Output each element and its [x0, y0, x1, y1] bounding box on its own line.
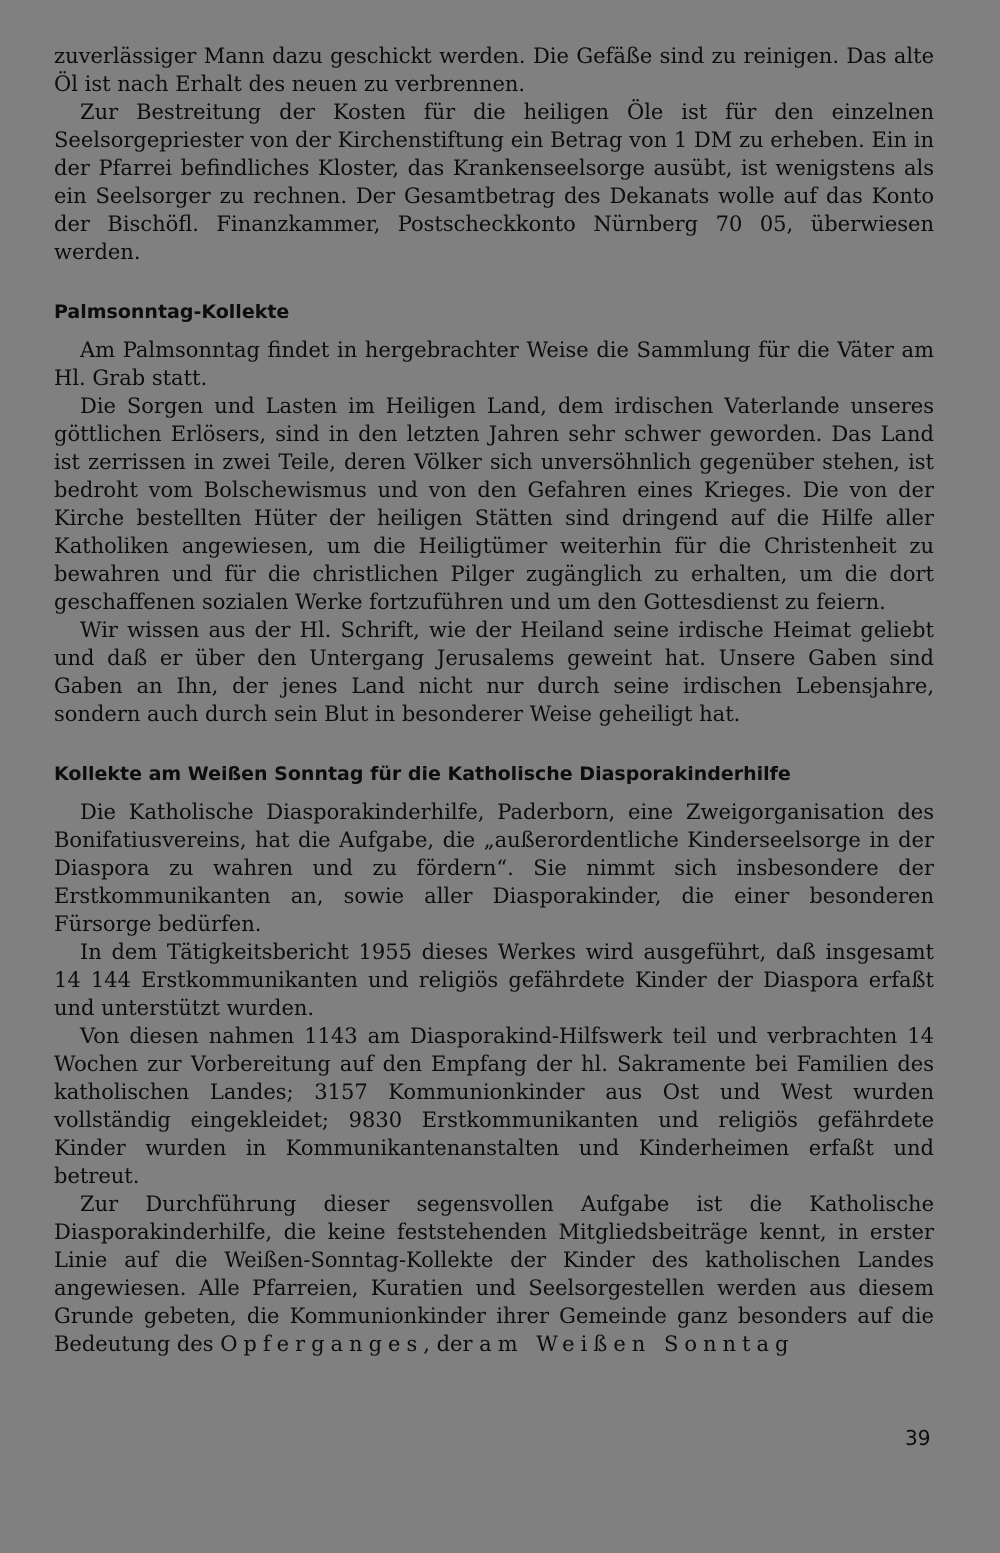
- palmsonntag-paragraph-3: Wir wissen aus der Hl. Schrift, wie der Heiland seine irdische Heimat geliebt und daß er über den Untergang Jerusalems geweint hat. Unsere Gaben sind Gaben an Ihn, der jenes Land nicht nur durch seine irdischen Lebensjahre, sondern auch durch sein Blut in besonderer Weise geheiligt hat.: [54, 618, 934, 726]
- intro-paragraph-2: Zur Bestreitung der Kosten für die heiligen Öle ist für den einzelnen Seelsorgepriester von der Kirchenstiftung ein Betrag von 1 DM zu erheben. Ein in der Pfarrei befindliches Kloster, das Krankenseelsorge ausübt, ist wenigstens als ein Seelsorger zu rechnen. Der Gesamtbetrag des Dekanats wolle auf das Konto der Bischöfl. Finanzkammer, Postscheckkonto Nürnberg 70 05, überwiesen werden.: [54, 100, 934, 264]
- section-palmsonntag: [54, 298, 934, 728]
- paragraph-text: , der: [423, 1332, 480, 1356]
- document-page: [54, 42, 934, 1358]
- page-number: 39: [905, 1426, 931, 1450]
- section-heading: Kollekte am Weißen Sonntag für die Katholische Diasporakinderhilfe: [54, 763, 791, 785]
- weisser-sonntag-paragraph-4: [54, 1190, 934, 1358]
- palmsonntag-paragraph-2: Die Sorgen und Lasten im Heiligen Land, dem irdischen Vaterlande unseres göttlichen Erlösers, sind in den letzten Jahren sehr schwer geworden. Das Land ist zerrissen in zwei Teile, deren Völker sich unversöhnlich gegenüber stehen, ist bedroht vom Bolschewismus und von den Gefahren eines Krieges. Die von der Kirche bestellten Hüter der heiligen Stätten sind dringend auf die Hilfe aller Katholiken angewiesen, um die Heiligtümer weiterhin für die Christenheit zu bewahren und für die christlichen Pilger zugänglich zu erhalten, um die dort geschaffenen sozialen Werke fortzuführen und um den Gottesdienst zu feiern.: [54, 394, 934, 614]
- weisser-sonntag-paragraph-3: Von diesen nahmen 1143 am Diasporakind-Hilfswerk teil und verbrachten 14 Wochen zur Vorbereitung auf den Empfang der hl. Sakramente bei Familien des katholischen Landes; 3157 Kommunionkinder aus Ost und West wurden vollständig eingekleidet; 9830 Erstkommunikanten und religiös gefährdete Kinder wurden in Kommunikantenanstalten und Kinderheimen erfaßt und betreut.: [54, 1024, 934, 1188]
- paragraph-text: Zur Durchführung dieser segensvollen Aufgabe ist die Katholische Diasporakinderhilfe, die keine feststehenden Mitgliedsbeiträge kennt, in erster Linie auf die Weißen-Sonntag-Kollekte der Kinder des katholischen Landes angewiesen. Alle Pfarreien, Kuratien und Seelsorgestellen werden aus diesem Grunde gebeten, die Kommunionkinder ihrer Gemeinde ganz besonders auf die Bedeutung des: [54, 1192, 934, 1356]
- section-weisser-sonntag: [54, 760, 934, 1358]
- emphasized-text: am Weißen Sonntag: [479, 1332, 795, 1356]
- section-heading: Palmsonntag-Kollekte: [54, 301, 290, 323]
- emphasized-text: Opferganges: [220, 1332, 424, 1356]
- intro-paragraph-1: zuverlässiger Mann dazu geschickt werden. Die Gefäße sind zu reinigen. Das alte Öl ist nach Erhalt des neuen zu verbrennen.: [54, 44, 934, 96]
- weisser-sonntag-paragraph-2: In dem Tätigkeitsbericht 1955 dieses Werkes wird ausgeführt, daß insgesamt 14 144 Erstkommunikanten und religiös gefährdete Kinder der Diaspora erfaßt und unterstützt wurden.: [54, 940, 934, 1020]
- palmsonntag-paragraph-1: Am Palmsonntag findet in hergebrachter Weise die Sammlung für die Väter am Hl. Grab statt.: [54, 338, 934, 390]
- weisser-sonntag-paragraph-1: Die Katholische Diasporakinderhilfe, Paderborn, eine Zweigorganisation des Bonifatiusvereins, hat die Aufgabe, die „außerordentliche Kinderseelsorge in der Diaspora zu wahren und zu fördern“. Sie nimmt sich insbesondere der Erstkommunikanten an, sowie aller Diasporakinder, die einer besonderen Fürsorge bedürfen.: [54, 800, 934, 936]
